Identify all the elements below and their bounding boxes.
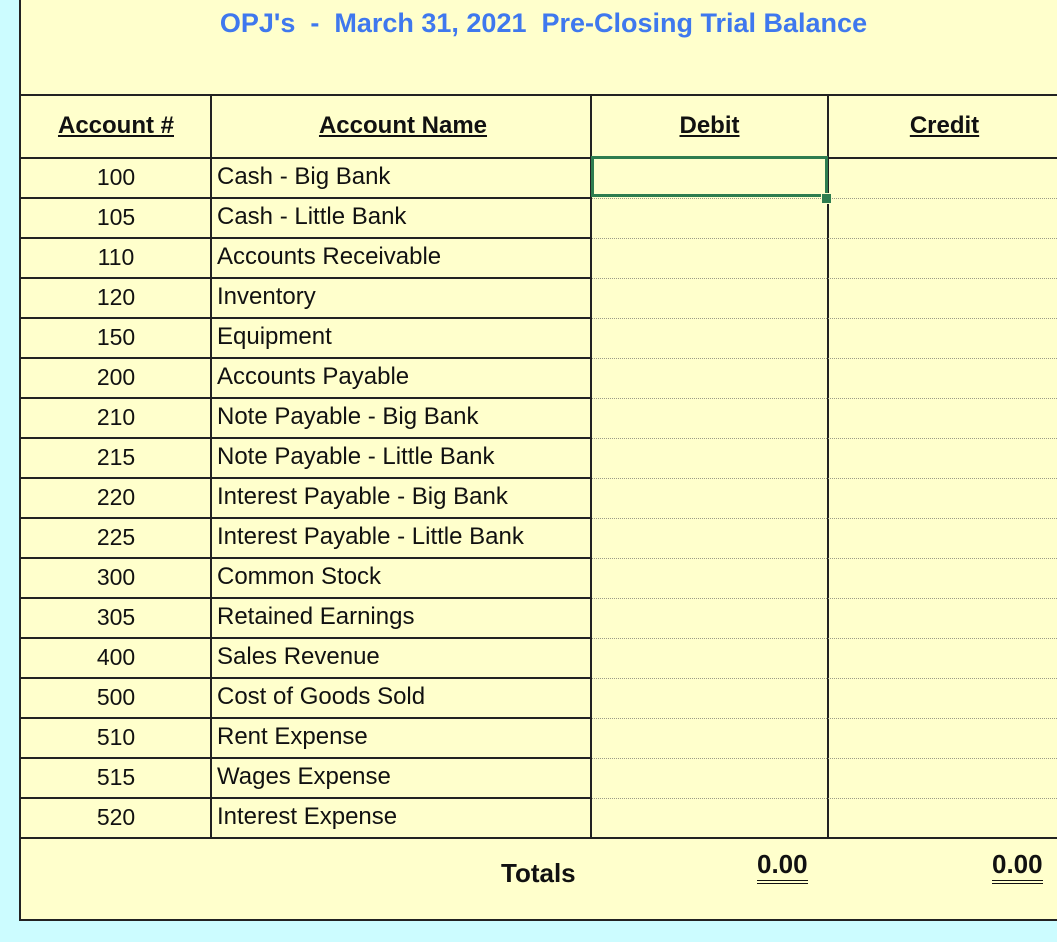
credit-cell[interactable] — [830, 477, 1057, 516]
account-name-cell[interactable]: Cost of Goods Sold — [217, 683, 426, 710]
credit-cell[interactable] — [830, 797, 1057, 836]
debit-cell[interactable] — [592, 517, 827, 556]
credit-cell[interactable] — [830, 597, 1057, 636]
account-number-cell[interactable]: 100 — [96, 164, 136, 190]
debit-cell[interactable] — [592, 397, 827, 436]
account-name-cell[interactable]: Equipment — [217, 323, 332, 350]
debit-cell[interactable] — [592, 637, 827, 676]
row-border — [21, 717, 591, 719]
header-account-name[interactable]: Account Name — [318, 112, 488, 139]
account-name-cell[interactable]: Cash - Little Bank — [217, 203, 407, 230]
header-top-border — [21, 94, 1057, 96]
debit-cell[interactable] — [592, 157, 827, 196]
row-border — [21, 597, 591, 599]
account-name-cell[interactable]: Note Payable - Big Bank — [217, 403, 479, 430]
debit-cell[interactable] — [592, 557, 827, 596]
row-border — [21, 797, 591, 799]
credit-cell[interactable] — [830, 517, 1057, 556]
debit-cell[interactable] — [592, 677, 827, 716]
account-number-cell[interactable]: 215 — [96, 444, 136, 470]
row-border — [21, 397, 591, 399]
account-number-cell[interactable]: 500 — [96, 684, 136, 710]
col-divider-debit — [827, 94, 829, 838]
credit-cell[interactable] — [830, 237, 1057, 276]
account-number-cell[interactable]: 220 — [96, 484, 136, 510]
account-name-cell[interactable]: Inventory — [217, 283, 316, 310]
debit-cell[interactable] — [592, 477, 827, 516]
account-name-cell[interactable]: Retained Earnings — [217, 603, 415, 630]
row-border — [21, 437, 591, 439]
account-name-cell[interactable]: Wages Expense — [217, 763, 391, 790]
account-name-cell[interactable]: Rent Expense — [217, 723, 368, 750]
debit-cell[interactable] — [592, 797, 827, 836]
account-number-cell[interactable]: 225 — [96, 524, 136, 550]
credit-cell[interactable] — [830, 197, 1057, 236]
account-number-cell[interactable]: 305 — [96, 604, 136, 630]
total-credit[interactable]: 0.00 — [992, 849, 1043, 884]
account-number-cell[interactable]: 300 — [96, 564, 136, 590]
credit-cell[interactable] — [830, 677, 1057, 716]
row-border — [21, 517, 591, 519]
credit-cell[interactable] — [830, 157, 1057, 196]
credit-cell[interactable] — [830, 637, 1057, 676]
account-number-cell[interactable]: 110 — [97, 244, 135, 270]
row-border — [21, 637, 591, 639]
debit-cell[interactable] — [592, 237, 827, 276]
debit-cell[interactable] — [592, 757, 827, 796]
row-border — [21, 237, 591, 239]
debit-cell[interactable] — [592, 317, 827, 356]
account-name-cell[interactable]: Note Payable - Little Bank — [217, 443, 495, 470]
trial-balance-sheet — [19, 0, 1057, 921]
credit-cell[interactable] — [830, 277, 1057, 316]
row-border — [21, 357, 591, 359]
credit-cell[interactable] — [830, 757, 1057, 796]
debit-cell[interactable] — [592, 437, 827, 476]
credit-cell[interactable] — [830, 397, 1057, 436]
account-number-cell[interactable]: 150 — [96, 324, 136, 350]
account-name-cell[interactable]: Interest Payable - Little Bank — [217, 523, 524, 550]
credit-cell[interactable] — [830, 717, 1057, 756]
total-debit[interactable]: 0.00 — [757, 849, 808, 884]
header-credit[interactable]: Credit — [909, 112, 980, 139]
account-number-cell[interactable]: 200 — [96, 364, 136, 390]
account-name-cell[interactable]: Accounts Payable — [217, 363, 410, 390]
debit-cell[interactable] — [592, 197, 827, 236]
row-border — [21, 197, 591, 199]
row-border — [21, 557, 591, 559]
account-name-cell[interactable]: Common Stock — [217, 563, 382, 590]
credit-cell[interactable] — [830, 357, 1057, 396]
credit-cell[interactable] — [830, 437, 1057, 476]
row-border — [21, 757, 591, 759]
account-number-cell[interactable]: 510 — [96, 724, 136, 750]
account-name-cell[interactable]: Accounts Receivable — [217, 243, 442, 270]
account-number-cell[interactable]: 210 — [96, 404, 136, 430]
header-debit[interactable]: Debit — [679, 112, 740, 139]
account-name-cell[interactable]: Sales Revenue — [217, 643, 380, 670]
credit-cell[interactable] — [830, 317, 1057, 356]
row-border — [21, 317, 591, 319]
account-number-cell[interactable]: 120 — [96, 284, 136, 310]
totals-label: Totals — [501, 858, 576, 888]
account-number-cell[interactable]: 105 — [96, 204, 136, 230]
debit-cell[interactable] — [592, 357, 827, 396]
header-account-number[interactable]: Account # — [57, 112, 174, 139]
account-name-cell[interactable]: Cash - Big Bank — [217, 163, 391, 190]
credit-cell[interactable] — [830, 557, 1057, 596]
row-border — [21, 677, 591, 679]
debit-cell[interactable] — [592, 597, 827, 636]
row-border — [21, 477, 591, 479]
sheet-title: OPJ's - March 31, 2021 Pre-Closing Trial Balance — [219, 8, 868, 38]
account-number-cell[interactable]: 400 — [96, 644, 136, 670]
account-number-cell[interactable]: 520 — [96, 804, 136, 830]
account-name-cell[interactable]: Interest Expense — [217, 803, 398, 830]
account-number-cell[interactable]: 515 — [96, 764, 136, 790]
debit-cell[interactable] — [592, 717, 827, 756]
debit-cell[interactable] — [592, 277, 827, 316]
account-name-cell[interactable]: Interest Payable - Big Bank — [217, 483, 508, 510]
totals-top-border — [21, 837, 1057, 839]
row-border — [21, 277, 591, 279]
fill-handle[interactable] — [821, 193, 832, 204]
